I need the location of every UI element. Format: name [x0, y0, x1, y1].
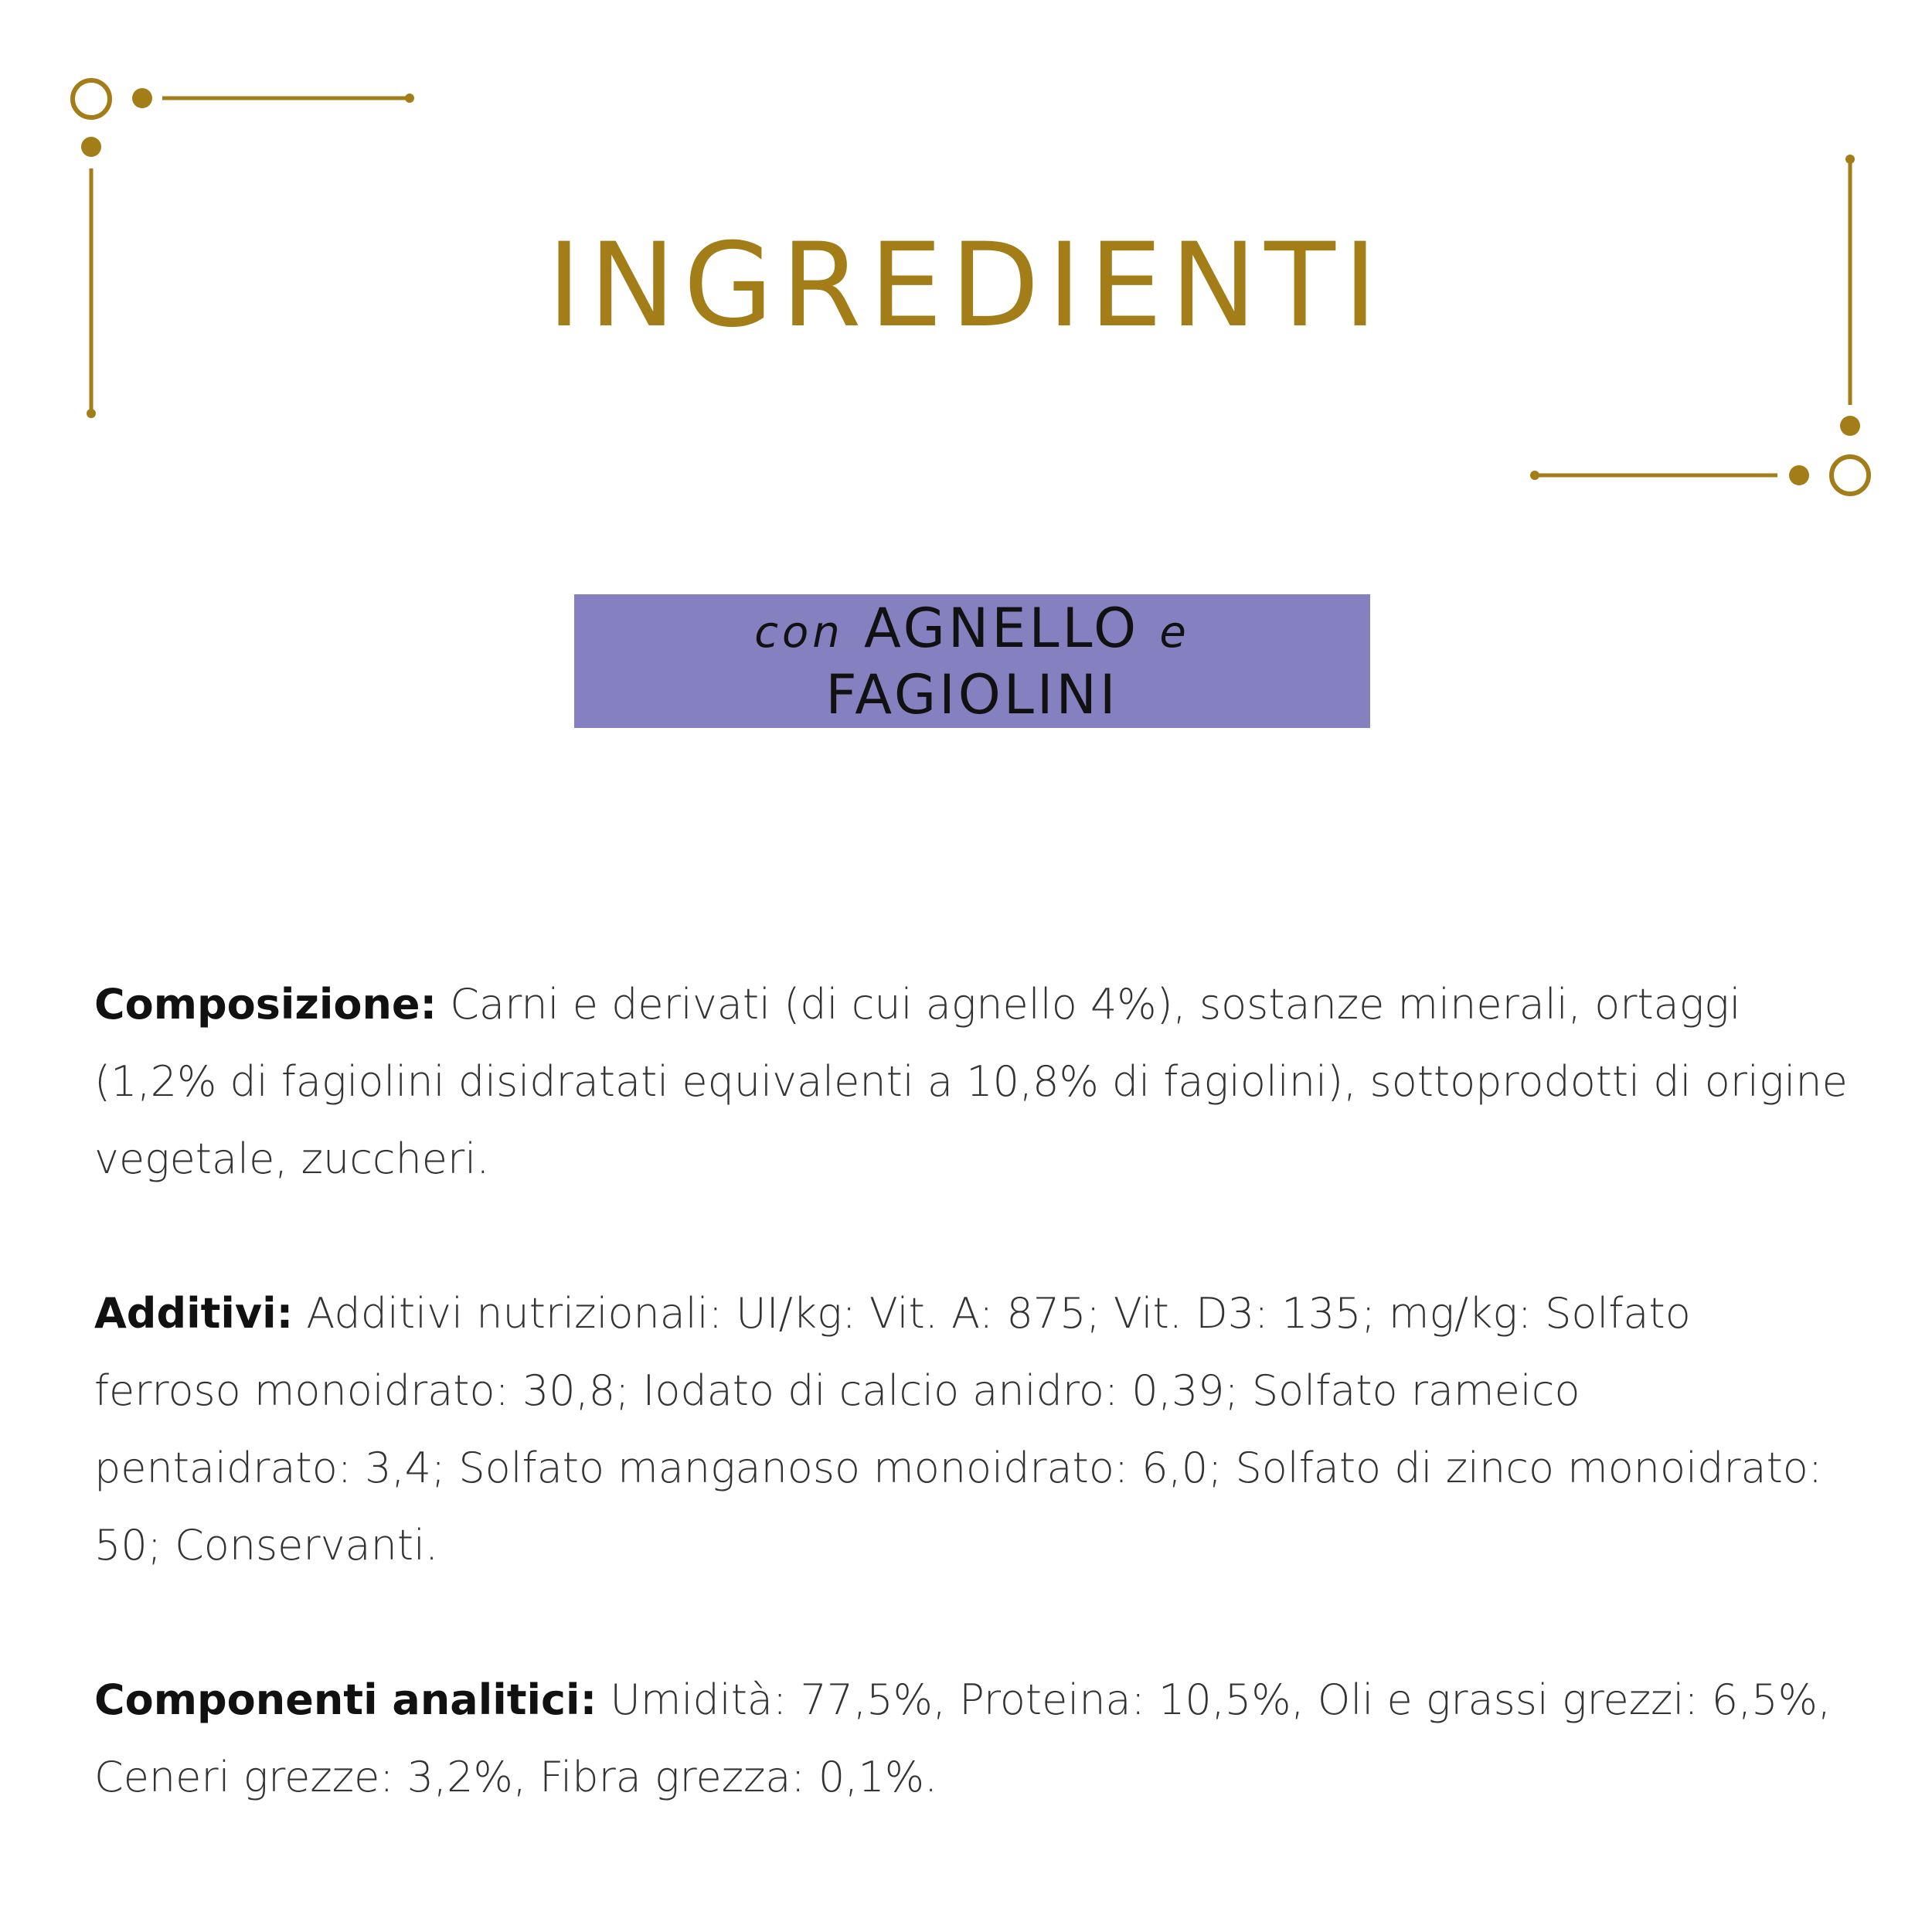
additives-text: Additivi nutrizionali: UI/kg: Vit. A: 875; Vit. D3: 135; mg/kg: Solfato ferroso monoidrato: 30,8; Iodato di calcio anidro: 0,39; Solfato rameico pentaidrato: 3,4; Solfato manganoso monoidrato: 6,0; Solfato di zinco monoidrato: 50; Conservanti. — [94, 1289, 1823, 1570]
additives-label: Additivi: — [94, 1289, 294, 1338]
analytical-paragraph — [94, 1662, 1849, 1816]
variant-prefix: con — [754, 607, 844, 658]
variant-badge — [574, 594, 1370, 728]
variant-connector: e — [1159, 607, 1190, 658]
variant-main: AGNELLO — [864, 596, 1140, 660]
composition-text: Carni e derivati (di cui agnello 4%), sostanze minerali, ortaggi (1,2% di fagiolini disidratati equivalenti a 10,8% di fagiolini), sottoprodotti di origine vegetale, zuccheri. — [94, 980, 1848, 1183]
composition-label: Composizione: — [94, 980, 437, 1029]
variant-label — [754, 597, 1190, 726]
additives-paragraph — [94, 1275, 1849, 1584]
ingredients-content — [94, 966, 1849, 1893]
variant-second: FAGIOLINI — [825, 662, 1119, 726]
analytical-text: Umidità: 77,5%, Proteina: 10,5%, Oli e grassi grezzi: 6,5%, Ceneri grezze: 3,2%, Fibra grezza: 0,1%. — [94, 1675, 1832, 1801]
page-title: INGREDIENTI — [546, 219, 1386, 353]
analytical-label: Componenti analitici: — [94, 1675, 597, 1724]
composition-paragraph — [94, 966, 1849, 1198]
